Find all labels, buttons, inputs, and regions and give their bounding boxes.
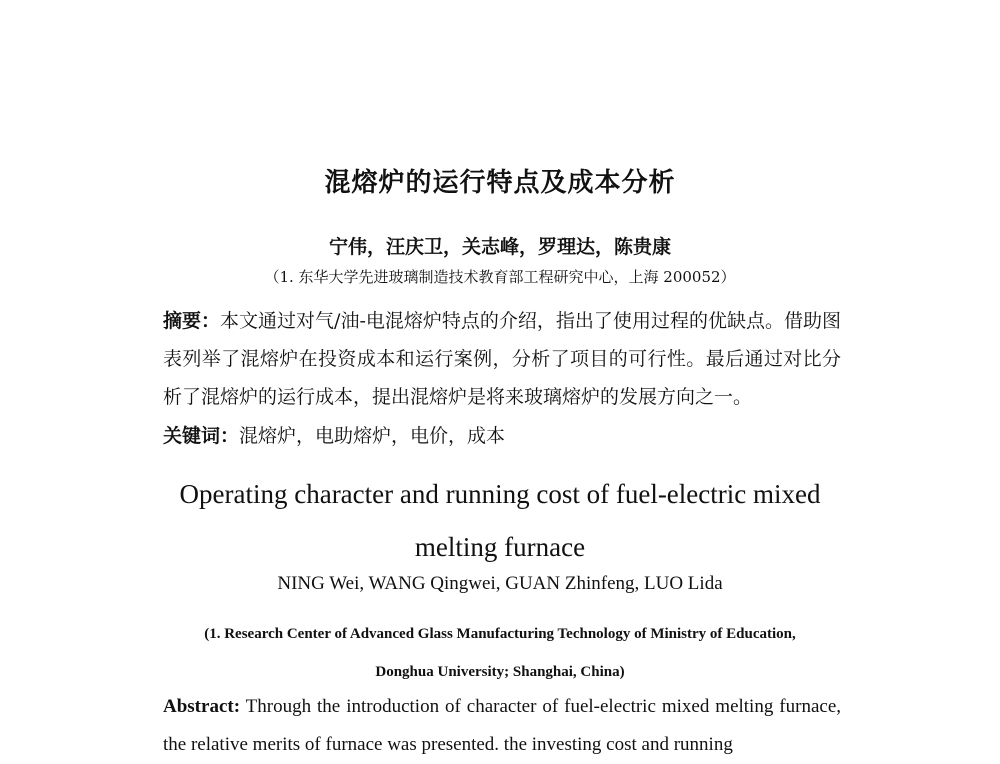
- chinese-authors: 宁伟，汪庆卫，关志峰，罗理达，陈贵康: [328, 236, 671, 258]
- chinese-keywords-label: 关键词：: [163, 425, 240, 447]
- english-affiliation: [0, 615, 1000, 691]
- chinese-title: 混熔炉的运行特点及成本分析: [324, 168, 676, 198]
- chinese-affiliation: （1. 东华大学先进玻璃制造技术教育部工程研究中心，上海 200052）: [264, 268, 736, 286]
- english-abstract-label: Abstract:: [163, 696, 241, 717]
- chinese-keywords-text: 混熔炉，电助熔炉，电价，成本: [239, 425, 506, 447]
- english-title-line1: Operating character and running cost of fuel-electric mixed: [179, 479, 821, 509]
- english-abstract-text: Through the introduction of character of fuel-electric mixed melting furnace, the relative merits of furnace was presented. the investing cost and running: [163, 696, 841, 755]
- chinese-abstract: [163, 302, 841, 416]
- english-affiliation-line1: (1. Research Center of Advanced Glass Manufacturing Technology of Ministry of Education,: [204, 626, 796, 642]
- english-abstract: [163, 688, 841, 764]
- english-affiliation-line2: Donghua University; Shanghai, China): [375, 664, 625, 680]
- chinese-abstract-label: 摘要：: [163, 310, 221, 332]
- english-authors: NING Wei, WANG Qingwei, GUAN Zhinfeng, LUO Lida: [277, 573, 723, 594]
- chinese-keywords: [163, 421, 505, 448]
- english-title: [0, 468, 1000, 574]
- english-title-line2: melting furnace: [414, 532, 586, 562]
- chinese-abstract-text: 本文通过对气/油-电混熔炉特点的介绍，指出了使用过程的优缺点。借助图表列举了混熔炉在投资成本和运行案例，分析了项目的可行性。最后通过对比分析了混熔炉的运行成本，提出混熔炉是将来玻璃熔炉的发展方向之一。: [163, 310, 841, 408]
